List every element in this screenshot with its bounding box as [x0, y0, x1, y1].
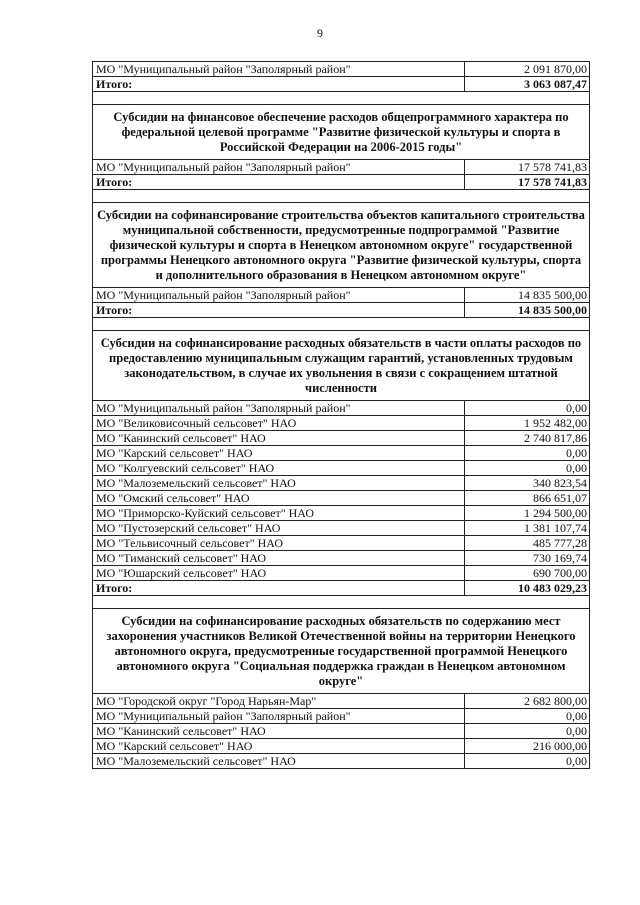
subsidy-amount: 0,00: [465, 461, 590, 476]
total-label: Итого:: [93, 77, 465, 92]
municipality-name: МО "Карский сельсовет" НАО: [93, 739, 465, 754]
section-heading: Субсидии на софинансирование строительства объектов капитального строительства муниципальной собственности, предусмотренные подпрограммой "Развитие физической культуры и спорта в Ненецком автономном округе" государственной программы Ненецкого автономного округа "Развитие физической культуры, спорта и дополнительного образования в Ненецком автономном округе": [93, 203, 590, 288]
municipality-name: МО "Малоземельский сельсовет" НАО: [93, 754, 465, 769]
spacer-cell: [93, 92, 590, 105]
table-row: [93, 62, 590, 77]
municipality-name: МО "Омский сельсовет" НАО: [93, 491, 465, 506]
municipality-name: МО "Юшарский сельсовет" НАО: [93, 566, 465, 581]
subsidy-table-container: [92, 61, 589, 769]
municipality-name: МО "Тельвисочный сельсовет" НАО: [93, 536, 465, 551]
subsidy-amount: 0,00: [465, 724, 590, 739]
municipality-name: МО "Муниципальный район "Заполярный район": [93, 62, 465, 77]
municipality-name: МО "Муниципальный район "Заполярный район": [93, 709, 465, 724]
table-row: [93, 694, 590, 709]
total-amount: 10 483 029,23: [465, 581, 590, 596]
municipality-name: МО "Муниципальный район "Заполярный район": [93, 401, 465, 416]
spacer-cell: [93, 190, 590, 203]
total-label: Итого:: [93, 303, 465, 318]
total-row: [93, 303, 590, 318]
spacer-cell: [93, 318, 590, 331]
total-amount: 17 578 741,83: [465, 175, 590, 190]
subsidy-amount: 730 169,74: [465, 551, 590, 566]
spacer-row: [93, 318, 590, 331]
subsidy-amount: 0,00: [465, 709, 590, 724]
table-row: [93, 160, 590, 175]
subsidy-amount: 1 294 500,00: [465, 506, 590, 521]
total-label: Итого:: [93, 581, 465, 596]
table-row: [93, 551, 590, 566]
section-heading: Субсидии на софинансирование расходных обязательств по содержанию мест захоронения участников Великой Отечественной войны на территории Ненецкого автономного округа, предусмотренные государственной программой Ненецкого автономного округа "Социальная поддержка граждан в Ненецком автономном округе": [93, 609, 590, 694]
subsidy-amount: 690 700,00: [465, 566, 590, 581]
subsidy-amount: 216 000,00: [465, 739, 590, 754]
section-heading: Субсидии на софинансирование расходных обязательств в части оплаты расходов по предоставлению муниципальным служащим гарантий, установленных трудовым законодательством, в случае их увольнения в связи с сокращением штатной численности: [93, 331, 590, 401]
subsidy-amount: 2 682 800,00: [465, 694, 590, 709]
total-amount: 14 835 500,00: [465, 303, 590, 318]
subsidy-amount: 14 835 500,00: [465, 288, 590, 303]
total-label: Итого:: [93, 175, 465, 190]
municipality-name: МО "Приморско-Куйский сельсовет" НАО: [93, 506, 465, 521]
table-row: [93, 401, 590, 416]
table-row: [93, 288, 590, 303]
subsidy-amount: 2 091 870,00: [465, 62, 590, 77]
table-row: [93, 724, 590, 739]
table-row: [93, 431, 590, 446]
municipality-name: МО "Тиманский сельсовет" НАО: [93, 551, 465, 566]
municipality-name: МО "Колгуевский сельсовет" НАО: [93, 461, 465, 476]
municipality-name: МО "Муниципальный район "Заполярный район": [93, 160, 465, 175]
subsidy-amount: 866 651,07: [465, 491, 590, 506]
subsidy-amount: 2 740 817,86: [465, 431, 590, 446]
section-heading-row: [93, 331, 590, 401]
municipality-name: МО "Великовисочный сельсовет" НАО: [93, 416, 465, 431]
total-row: [93, 175, 590, 190]
table-row: [93, 446, 590, 461]
municipality-name: МО "Канинский сельсовет" НАО: [93, 724, 465, 739]
municipality-name: МО "Городской округ "Город Нарьян-Мар": [93, 694, 465, 709]
table-row: [93, 506, 590, 521]
subsidy-amount: 0,00: [465, 754, 590, 769]
subsidy-amount: 1 381 107,74: [465, 521, 590, 536]
spacer-row: [93, 190, 590, 203]
table-row: [93, 461, 590, 476]
spacer-row: [93, 596, 590, 609]
table-row: [93, 566, 590, 581]
municipality-name: МО "Пустозерский сельсовет" НАО: [93, 521, 465, 536]
spacer-row: [93, 92, 590, 105]
table-row: [93, 709, 590, 724]
table-row: [93, 476, 590, 491]
spacer-cell: [93, 596, 590, 609]
table-row: [93, 739, 590, 754]
municipality-name: МО "Муниципальный район "Заполярный район": [93, 288, 465, 303]
subsidy-amount: 0,00: [465, 401, 590, 416]
municipality-name: МО "Малоземельский сельсовет" НАО: [93, 476, 465, 491]
subsidy-amount: 340 823,54: [465, 476, 590, 491]
table-row: [93, 416, 590, 431]
table-row: [93, 754, 590, 769]
page-number: 9: [317, 26, 323, 40]
table-row: [93, 536, 590, 551]
section-heading: Субсидии на финансовое обеспечение расходов общепрограммного характера по федеральной целевой программе "Развитие физической культуры и спорта в Российской Федерации на 2006-2015 годы": [93, 105, 590, 160]
subsidy-amount: 0,00: [465, 446, 590, 461]
municipality-name: МО "Карский сельсовет" НАО: [93, 446, 465, 461]
subsidy-amount: 1 952 482,00: [465, 416, 590, 431]
total-amount: 3 063 087,47: [465, 77, 590, 92]
municipality-name: МО "Канинский сельсовет" НАО: [93, 431, 465, 446]
subsidy-table-body: [93, 62, 590, 769]
table-row: [93, 521, 590, 536]
section-heading-row: [93, 105, 590, 160]
total-row: [93, 581, 590, 596]
subsidy-amount: 17 578 741,83: [465, 160, 590, 175]
subsidy-amount: 485 777,28: [465, 536, 590, 551]
table-row: [93, 491, 590, 506]
section-heading-row: [93, 609, 590, 694]
section-heading-row: [93, 203, 590, 288]
total-row: [93, 77, 590, 92]
subsidy-table: [92, 61, 590, 769]
